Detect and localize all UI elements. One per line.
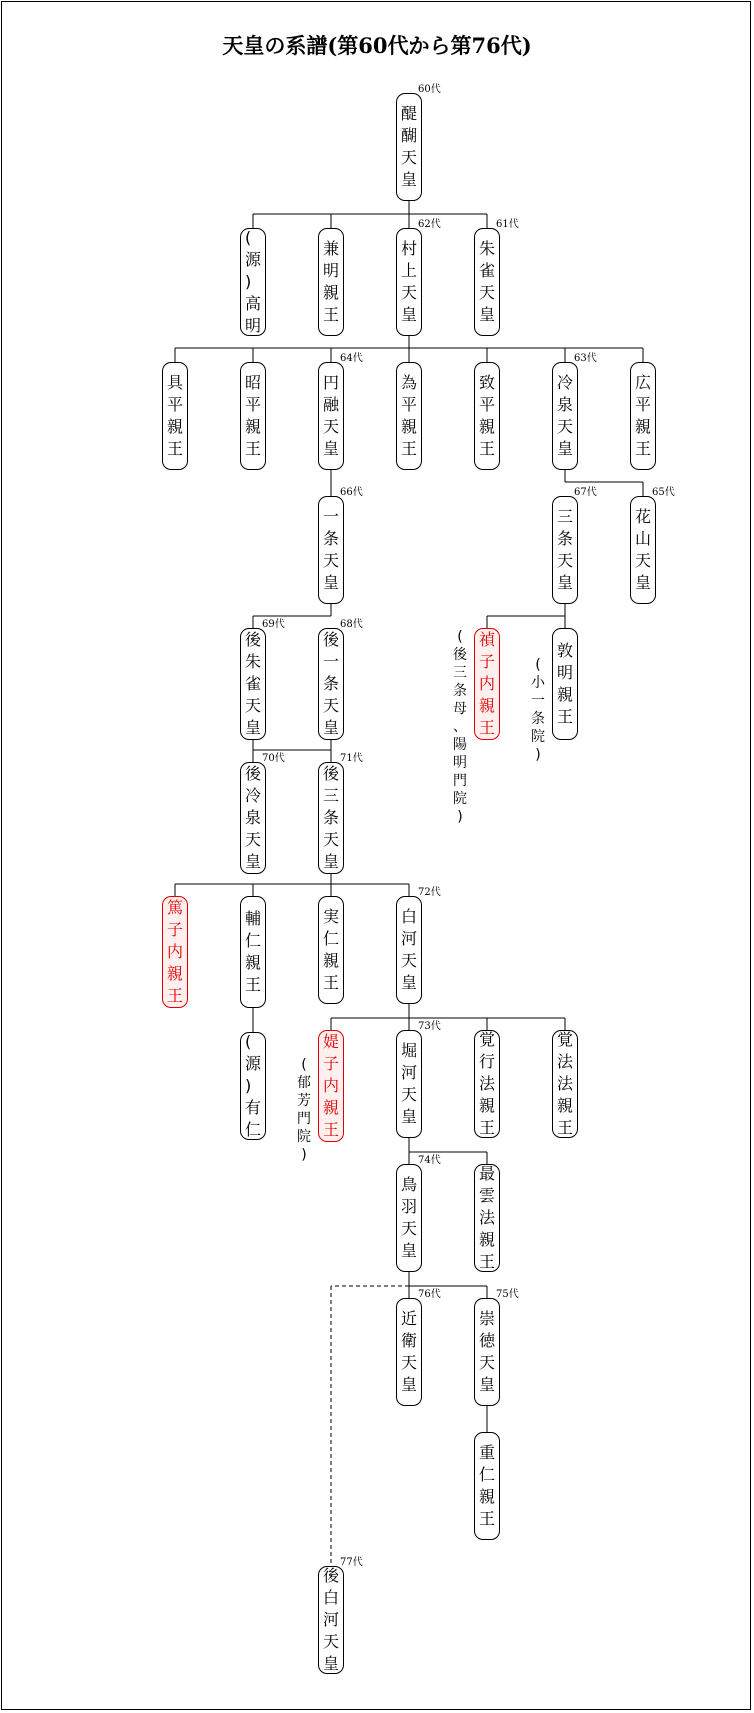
person-node-tokushi[interactable] [162, 896, 188, 1008]
person-name: 覚 行 法 親 王 [478, 1030, 495, 1137]
generation-label: 63代 [574, 353, 597, 364]
generation-label: 60代 [418, 84, 441, 95]
person-name: 媞 子 内 親 王 [322, 1032, 339, 1139]
generation-label: 71代 [340, 753, 363, 764]
person-node-gosuzaku[interactable] [240, 628, 266, 740]
person-name: 昭 平 親 王 [244, 373, 261, 458]
person-node-teishi2[interactable] [318, 1030, 344, 1142]
person-node-sukehito[interactable] [240, 896, 266, 1008]
generation-label: 62代 [418, 219, 441, 230]
generation-label: 76代 [418, 1289, 441, 1300]
person-name: 広 平 親 王 [634, 373, 651, 458]
person-node-goreizei[interactable] [240, 762, 266, 874]
person-node-kaneakira[interactable] [318, 228, 344, 336]
person-name: 敦 明 親 王 [556, 641, 573, 726]
person-node-enyu[interactable] [318, 362, 344, 470]
generation-label: 68代 [340, 619, 363, 630]
person-node-murakami[interactable] [396, 228, 422, 336]
person-node-teishi[interactable] [474, 628, 500, 740]
person-node-horikawa[interactable] [396, 1030, 422, 1138]
person-node-suzaku[interactable] [474, 228, 500, 336]
person-name: 最 雲 法 親 王 [478, 1164, 495, 1271]
person-name: 致 平 親 王 [478, 373, 495, 458]
person-node-shirakawa[interactable] [396, 896, 422, 1004]
person-name: 近 衛 天 皇 [400, 1309, 417, 1394]
generation-label: 69代 [262, 619, 285, 630]
person-name: 冷 泉 天 皇 [556, 373, 573, 458]
generation-label: 75代 [496, 1289, 519, 1300]
person-name: 村 上 天 皇 [400, 239, 417, 324]
generation-label: 61代 [496, 219, 519, 230]
person-node-sutoku[interactable] [474, 1298, 500, 1406]
person-name: ( 源 ) 有 仁 [244, 1032, 261, 1139]
person-node-minamoto-arihito[interactable] [240, 1032, 266, 1140]
person-node-daigo[interactable] [396, 93, 422, 201]
person-name: 崇 徳 天 皇 [478, 1309, 495, 1394]
person-name: 後 白 河 天 皇 [322, 1566, 339, 1673]
person-name: 鳥 羽 天 皇 [400, 1175, 417, 1260]
person-name: 花 山 天 皇 [634, 507, 651, 592]
person-node-munehira[interactable] [474, 362, 500, 470]
person-node-goshirakawa[interactable] [318, 1566, 344, 1674]
note-teishi: ( 後 三 条 母 、 陽 明 門 院 ) [453, 629, 467, 825]
generation-label: 73代 [418, 1021, 441, 1032]
person-node-kakugyo[interactable] [474, 1030, 500, 1138]
generation-label: 74代 [418, 1155, 441, 1166]
person-name: 後 冷 泉 天 皇 [244, 764, 261, 871]
person-node-tomohira[interactable] [162, 362, 188, 470]
person-node-konoe[interactable] [396, 1298, 422, 1406]
person-node-shigehito[interactable] [474, 1432, 500, 1540]
person-name: ( 源 ) 高 明 [244, 228, 261, 335]
note-teishi2: ( 郁 芳 門 院 ) [297, 1057, 311, 1163]
page-title: 天皇の系譜(第60代から第76代) [222, 33, 532, 58]
person-node-gosanjo[interactable] [318, 762, 344, 874]
person-name: 一 条 天 皇 [322, 507, 339, 592]
person-name: 円 融 天 皇 [322, 373, 339, 458]
person-name: 後 朱 雀 天 皇 [244, 630, 261, 737]
person-node-sanehito[interactable] [318, 896, 344, 1004]
person-node-hirohira[interactable] [630, 362, 656, 470]
generation-label: 77代 [340, 1557, 363, 1568]
person-node-saiun[interactable] [474, 1164, 500, 1272]
person-name: 朱 雀 天 皇 [478, 239, 495, 324]
person-name: 重 仁 親 王 [478, 1443, 495, 1528]
person-node-kakuho[interactable] [552, 1030, 578, 1138]
person-name: 覚 法 法 親 王 [556, 1030, 573, 1137]
person-node-akihira[interactable] [240, 362, 266, 470]
person-name: 篤 子 内 親 王 [166, 898, 183, 1005]
generation-label: 65代 [652, 487, 675, 498]
person-node-atsuakira[interactable] [552, 628, 578, 740]
person-node-tamehira[interactable] [396, 362, 422, 470]
person-node-goichijo[interactable] [318, 628, 344, 740]
person-node-ichijo[interactable] [318, 496, 344, 604]
person-node-toba[interactable] [396, 1164, 422, 1272]
person-node-minamoto-takaakira[interactable] [240, 228, 266, 336]
generation-label: 70代 [262, 753, 285, 764]
person-name: 兼 明 親 王 [322, 239, 339, 324]
person-name: 具 平 親 王 [166, 373, 183, 458]
generation-label: 66代 [340, 487, 363, 498]
person-name: 禎 子 内 親 王 [478, 630, 495, 737]
note-atsuakira: ( 小 一 条 院 ) [531, 657, 545, 763]
person-node-reizei[interactable] [552, 362, 578, 470]
generation-label: 72代 [418, 887, 441, 898]
person-name: 堀 河 天 皇 [400, 1041, 417, 1126]
person-name: 白 河 天 皇 [400, 907, 417, 992]
person-name: 三 条 天 皇 [556, 507, 573, 592]
person-name: 実 仁 親 王 [322, 907, 339, 992]
person-name: 輔 仁 親 王 [244, 909, 261, 994]
person-node-sanjo[interactable] [552, 496, 578, 604]
person-node-kazan[interactable] [630, 496, 656, 604]
person-name: 後 三 条 天 皇 [322, 764, 339, 871]
person-name: 醍 醐 天 皇 [400, 104, 417, 189]
generation-label: 67代 [574, 487, 597, 498]
person-name: 為 平 親 王 [400, 373, 417, 458]
person-name: 後 一 条 天 皇 [322, 630, 339, 737]
generation-label: 64代 [340, 353, 363, 364]
